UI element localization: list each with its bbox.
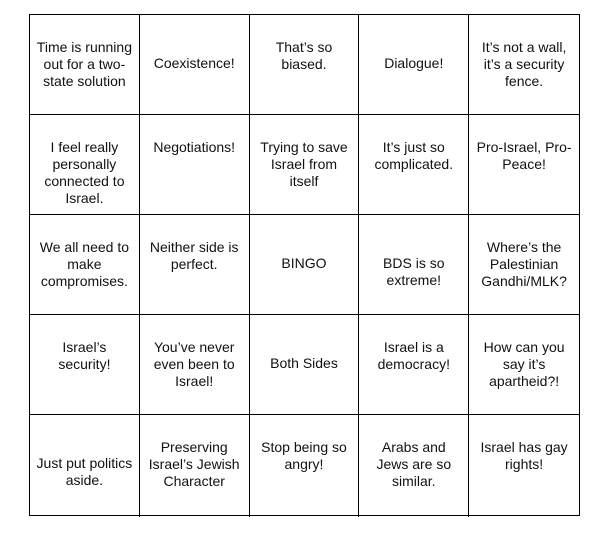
bingo-cell (30, 415, 140, 517)
cell-text: Where’s the Palestinian Gandhi/MLK? (481, 239, 567, 289)
bingo-cell (140, 15, 250, 115)
cell-text: Stop being so angry! (261, 439, 347, 472)
bingo-cell (359, 15, 469, 115)
cell-text: Arabs and Jews are so similar. (376, 439, 452, 489)
cell-text: Dialogue! (384, 55, 444, 71)
bingo-cell-free-space (250, 215, 360, 315)
bingo-cell (469, 15, 579, 115)
bingo-cell (250, 315, 360, 415)
cell-text: It’s just so complicated. (374, 139, 454, 172)
bingo-cell (30, 115, 140, 215)
bingo-cell (250, 115, 360, 215)
bingo-cell (250, 15, 360, 115)
cell-text: You’ve never even been to Israel! (153, 339, 235, 389)
bingo-cell (359, 215, 469, 315)
cell-text: Israel has gay rights! (480, 439, 568, 472)
cell-text: Neither side is perfect. (149, 239, 239, 272)
cell-text: Israel is a democracy! (377, 339, 450, 372)
bingo-cell (140, 415, 250, 517)
cell-text: We all need to make compromises. (39, 239, 130, 289)
bingo-board (29, 14, 580, 516)
bingo-cell (469, 115, 579, 215)
cell-text: That’s so biased. (275, 39, 333, 72)
cell-text: Both Sides (270, 355, 338, 371)
bingo-cell (30, 315, 140, 415)
cell-text: Preserving Israel’s Jewish Character (148, 439, 240, 489)
cell-text: BDS is so extreme! (383, 255, 445, 288)
cell-text: Negotiations! (153, 139, 236, 155)
bingo-cell (359, 415, 469, 517)
cell-text: Israel’s security! (58, 339, 111, 372)
bingo-cell (469, 315, 579, 415)
bingo-cell (140, 115, 250, 215)
cell-text: Trying to save Israel from itself (260, 139, 348, 189)
cell-text: Pro-Israel, Pro- Peace! (476, 139, 572, 172)
bingo-cell (359, 115, 469, 215)
bingo-cell (469, 415, 579, 517)
bingo-cell (30, 15, 140, 115)
bingo-cell (359, 315, 469, 415)
bingo-cell (250, 415, 360, 517)
bingo-cell (140, 215, 250, 315)
bingo-cell (140, 315, 250, 415)
bingo-cell (469, 215, 579, 315)
bingo-cell (30, 215, 140, 315)
cell-text: Just put politics aside. (36, 455, 133, 488)
cell-text: I feel really personally connected to Israel. (44, 139, 125, 206)
cell-text: How can you say it’s apartheid?! (483, 339, 565, 389)
cell-text: It’s not a wall, it’s a security fence. (481, 39, 567, 89)
cell-text: Coexistence! (153, 55, 235, 71)
cell-text: BINGO (281, 255, 327, 271)
cell-text: Time is running out for a two- state solution (36, 39, 132, 89)
